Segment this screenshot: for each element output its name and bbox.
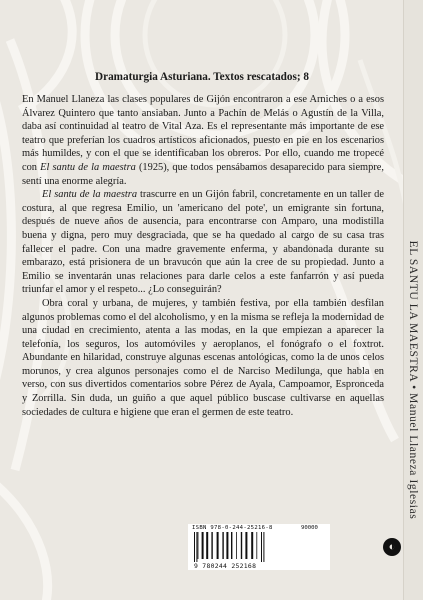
paragraph-3-pre: Obra coral y urbana, de mujeres, y también festiva, por ella también desfilan algunos problemas como el del alcoholismo, y en la misma se refleja la modernidad de una ciudad en crecimiento, atenta a las modas, en la que empiezan a aparecer la telefonía, los seguros, los automóviles y aeroplanos, el fonógrafo o el foxtrot. Abundante en hilaridad, construye algunas escenas antológicas, como la de unos celos morunos, y crea algunos personajes como el de Narciso Medilunga, que habla en verso, con sus divertidos comentarios sobre Pérez de Ayala, Campoamor, Espronceda y Zorrilla. Sin duda, un guiño a que aquel público buscase cultivarse en aquellas sociedades de cultura e higiene que eran el germen de este teatro. <box>22 297 384 418</box>
paragraph-1 <box>22 93 384 188</box>
isbn-label: ISBN 978-0-244-25216-8 <box>192 525 273 531</box>
back-cover-text <box>22 93 384 419</box>
paragraph-1-post: (1925), que todos pensábamos desaparecido para siempre, sentí una enorme alegría. <box>22 161 384 187</box>
series-title: Dramaturgia Asturiana. Textos rescatados; 8 <box>95 71 309 83</box>
paragraph-3 <box>22 297 384 419</box>
isbn-barcode <box>188 524 330 570</box>
barcode-digits: 9 780244 252168 <box>194 562 257 570</box>
barcode-bars <box>188 532 330 562</box>
paragraph-2-title: El santu de la maestra <box>42 189 138 201</box>
paragraph-2 <box>22 188 384 297</box>
price-code: 90000 <box>301 525 318 531</box>
paragraph-2-post: trascurre en un Gijón fabril, concretamente en un taller de costura, al que regresa Emilio, un 'americano del pote', un emigrante sin fortuna, después de nueve años de ausencia, para encontrarse con Amparo, una modistilla buena y digna, pero muy desgraciada, que se ha quedado al cargo de su casa tras fallecer el padre. Con una madre gravemente enferma, y abandonada durante su embarazo, está prisionera de un bravucón que aún la cree de su propiedad. Junto a Emilio se inventarán unas relaciones para darle celos a este fanfarrón y así pueda triunfar el amor y el respeto... ¿Lo conseguirán? <box>22 189 384 296</box>
spine-title: EL SANTU LA MAESTRA • Manuel Llaneza Iglesias <box>407 240 419 520</box>
paragraph-1-pre: En Manuel Llaneza las clases populares de Gijón encontraron a ese Arniches o a esos Álvarez Quintero que tanto ansiaban. Junto a Pachín de Melás o Agustín de la Villa, daba así continuidad al teatro de Vital Aza. Es el representante más importante de ese teatro que preferían los cuadros artísticos aficionados, puesto en pie en los escenarios más humildes, y con el que se identificaban los obreros. Por ello, cuando me tropecé con <box>22 94 384 173</box>
paragraph-1-title: El santu de la maestra <box>40 161 136 173</box>
publisher-logo-icon: ◐ <box>388 541 396 553</box>
publisher-logo <box>383 538 401 556</box>
